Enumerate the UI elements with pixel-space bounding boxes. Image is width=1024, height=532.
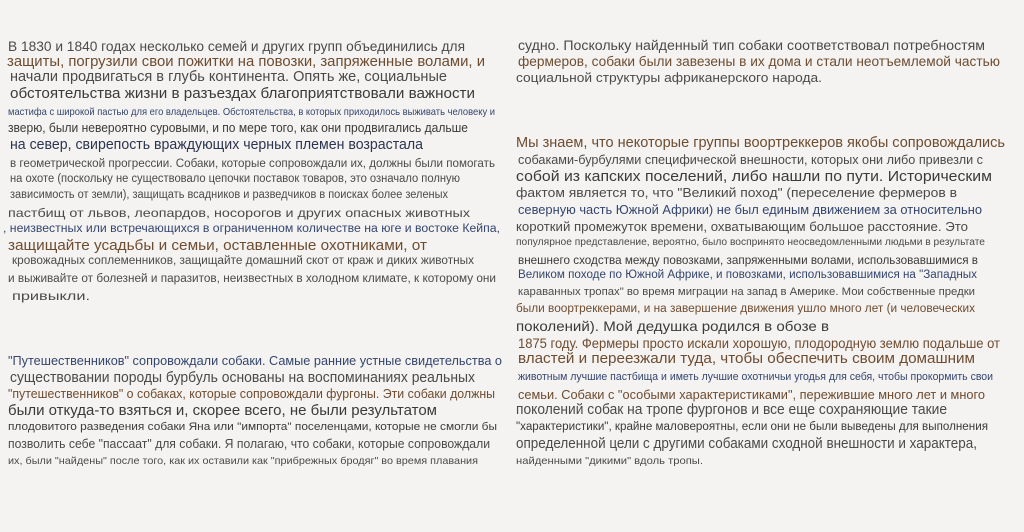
text-line: властей и переезжали туда, чтобы обеспечить своим домашним bbox=[518, 351, 975, 367]
text-line: и выживайте от болезней и паразитов, неизвестных в холодном климате, к которому они bbox=[8, 273, 497, 285]
text-line: кровожадных соплеменников, защищайте домашний скот от краж и диких животных bbox=[12, 255, 474, 267]
text-line: их, были "найдены" после того, как их оставили как "прибрежных бродяг" во время плавания bbox=[8, 455, 478, 467]
text-line: зависимость от земли), защищать всадников и разведчиков в поисках более зеленых bbox=[10, 189, 448, 201]
text-line: зверю, были невероятно суровыми, и по мере того, как они продвигались дальше bbox=[8, 121, 468, 135]
text-line: собаками-бурбулями специфической внешности, которых они либо привезли с bbox=[518, 153, 983, 167]
text-line: Мы знаем, что некоторые группы воортреккеров якобы сопровождались bbox=[516, 135, 1005, 151]
text-line: 1875 году. Фермеры просто искали хорошую, плодородную землю подальше от bbox=[518, 335, 1000, 351]
text-line: привыкли. bbox=[12, 289, 90, 303]
text-line: мастифа с широкой пастью для его владельцев. Обстоятельства, в которых приходилось выживать человеку и bbox=[8, 106, 495, 118]
text-line: судно. Поскольку найденный тип собаки соответствовал потребностям bbox=[518, 38, 985, 53]
text-line: были откуда-то взяться и, скорее всего, не были результатом bbox=[8, 402, 438, 419]
text-line: популярное представление, вероятно, было воспринято неосведомленными людьми в результате bbox=[516, 237, 985, 248]
text-line: защиты, погрузили свои пожитки на повозки, запряженные волами, и bbox=[7, 54, 485, 70]
text-line: фактом является то, что "Великий поход" (переселение фермеров в bbox=[516, 185, 957, 200]
text-line: плодовитого разведения собаки Яна или "импорта" поселенцами, которые не смогли бы bbox=[8, 421, 497, 433]
text-line: семьи. Собаки с "особыми характеристиками", пережившие много лет и много bbox=[518, 387, 985, 402]
text-line: , неизвестных или встречающихся в ограниченном количестве на юге и востоке Кейпа, bbox=[3, 223, 500, 235]
text-line: были воортреккерами, и на завершение движения ушло много лет (и человеческих bbox=[516, 303, 975, 315]
text-line: В 1830 и 1840 годах несколько семей и других групп объединились для bbox=[8, 38, 465, 54]
text-line: позволить себе "пассаат" для собаки. Я полагаю, что собаки, которые сопровождали bbox=[8, 437, 490, 451]
text-line: на охоте (поскольку не существовало цепочки поставок товаров, это означало полную bbox=[10, 173, 460, 185]
text-line: внешнего сходства между повозками, запряженными волами, использовавшимися в bbox=[518, 253, 978, 267]
text-line: защищайте усадьбы и семьи, оставленные охотниками, от bbox=[8, 237, 427, 254]
text-line: короткий промежуток времени, охватывающим большое расстояние. Это bbox=[516, 219, 968, 234]
text-line: определенной цели с другими собаками сходной внешности и характера, bbox=[516, 436, 977, 452]
text-line: северную часть Южной Африки) не был единым движением за относительно bbox=[518, 203, 982, 217]
text-line: социальной структуры африканерского народа. bbox=[516, 71, 822, 85]
text-line: "характеристики", крайне маловероятны, если они не были выведены для выполнения bbox=[516, 421, 988, 433]
text-line: пастбищ от львов, леопардов, носорогов и других опасных животных bbox=[8, 206, 470, 220]
text-line: животным лучшие пастбища и иметь лучшие охотничьи угодья для себя, чтобы прокормить свои bbox=[518, 371, 993, 383]
text-line: начали продвигаться в глубь континента. Опять же, социальные bbox=[10, 69, 447, 85]
text-line: найденными "дикими" вдоль тропы. bbox=[516, 455, 703, 467]
text-line: в геометрической прогрессии. Собаки, которые сопровождали их, должны были помогать bbox=[10, 156, 495, 170]
text-line: фермеров, собаки были завезены в их дома и стали неотъемлемой частью bbox=[518, 54, 1000, 69]
text-line: поколений собак на тропе фургонов и все еще сохраняющие такие bbox=[516, 402, 947, 418]
text-line: поколений). Мой дедушка родился в обозе в bbox=[516, 318, 829, 334]
text-line: существовании породы бурбуль основаны на воспоминаниях реальных bbox=[10, 369, 475, 386]
text-line: на север, свирепость враждующих черных племен возрастала bbox=[10, 137, 423, 153]
text-line: "Путешественников" сопровождали собаки. Самые ранние устные свидетельства о bbox=[8, 354, 502, 368]
text-line: "путешественников" о собаках, которые сопровождали фургоны. Эти собаки должны bbox=[8, 387, 495, 401]
text-line: обстоятельства жизни в разъездах благоприятствовали важности bbox=[10, 85, 476, 102]
text-line: собой из капских поселений, либо нашли по пути. Историческим bbox=[516, 168, 992, 185]
text-line: Великом походе по Южной Африке, и повозками, использовавшимися на "Западных bbox=[518, 269, 977, 281]
text-line: караванных тропах" во время миграции на запад в Америке. Мои собственные предки bbox=[518, 286, 975, 298]
